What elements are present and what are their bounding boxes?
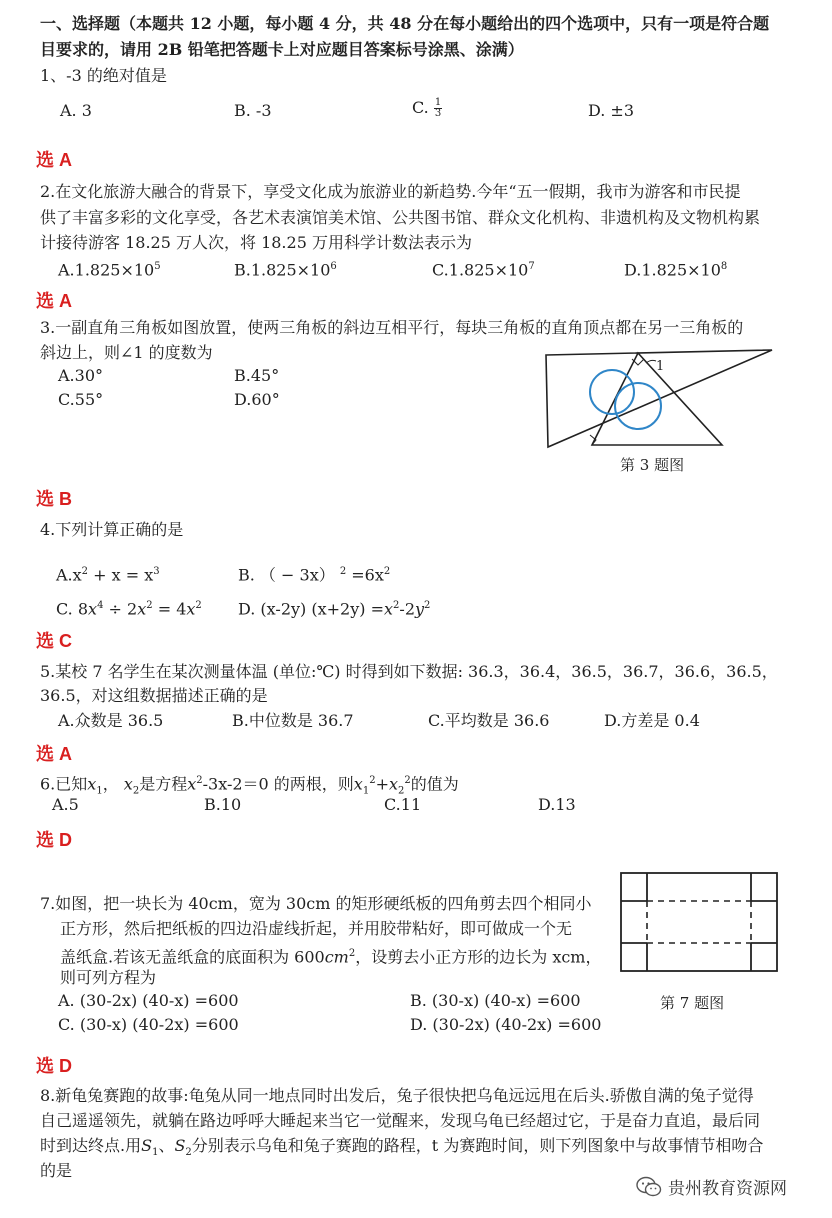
q4-option-d bbox=[238, 596, 430, 619]
text: = 4 bbox=[152, 599, 187, 619]
q7-option-a: A. (30-2x) (40-x) =600 bbox=[58, 991, 239, 1010]
variable: x bbox=[187, 774, 197, 794]
text: 分别表示乌龟和兔子赛跑的路程，t 为赛跑时间，则下列图象中与故事情节相吻合 bbox=[191, 1136, 764, 1155]
q2-d-base: D.1.825×10 bbox=[624, 260, 721, 280]
q4-answer: 选 C bbox=[36, 631, 72, 651]
q2-b-exponent: 6 bbox=[330, 261, 337, 272]
text: 、 bbox=[158, 1136, 175, 1155]
q7-line1: 7.如图，把一块长为 40cm，宽为 30cm 的矩形硬纸板的四角剪去四个相同小 bbox=[40, 894, 592, 913]
q5-option-c: C.平均数是 36.6 bbox=[428, 711, 550, 730]
q1-option-c bbox=[412, 98, 442, 119]
text: 的值为 bbox=[410, 774, 459, 794]
text: ÷ 2 bbox=[103, 599, 138, 619]
q2-a-base: A.1.825×10 bbox=[58, 260, 155, 280]
subscript: 2 bbox=[132, 785, 140, 797]
highlight-circle-left bbox=[590, 370, 634, 414]
angle-1-label: 1 bbox=[656, 359, 665, 374]
q2-line2: 供了丰富多彩的文化享受，各艺术表演馆美术馆、公共图书馆、群众文化机构、非遗机构及文物机构累 bbox=[40, 208, 761, 227]
q2-option-d bbox=[624, 257, 727, 280]
q2-option-a bbox=[58, 257, 161, 280]
text: A.x bbox=[56, 565, 82, 585]
text: D. (x-2y) (x+2y) = bbox=[238, 599, 384, 619]
q8-line4: 的是 bbox=[40, 1161, 73, 1180]
q1-option-c-prefix: C. bbox=[412, 98, 429, 117]
text: ， bbox=[102, 774, 124, 794]
exponent: 2 bbox=[424, 600, 431, 611]
text: 盖纸盒.若该无盖纸盒的底面积为 600 bbox=[60, 947, 325, 967]
q6-option-b: B.10 bbox=[204, 795, 242, 814]
exponent: 2 bbox=[383, 566, 391, 577]
variable: x bbox=[353, 774, 363, 794]
subscript: 1 bbox=[152, 1147, 159, 1159]
highlight-circle-right bbox=[615, 383, 661, 429]
wechat-icon bbox=[636, 1176, 662, 1198]
q7-cardboard-figure bbox=[618, 870, 780, 974]
text: =6x bbox=[346, 565, 384, 585]
q7-option-c: C. (30-x) (40-2x) =600 bbox=[58, 1015, 239, 1034]
q2-answer: 选 A bbox=[36, 291, 72, 311]
section-header-line2: 目要求的，请用 2B 铅笔把答题卡上对应题目答案标号涂黑、涂满） bbox=[40, 40, 524, 59]
fraction bbox=[434, 98, 442, 119]
q5-answer: 选 A bbox=[36, 744, 72, 764]
q2-d-exponent: 8 bbox=[720, 261, 728, 272]
variable: S bbox=[174, 1136, 186, 1155]
text: 是方程 bbox=[139, 774, 188, 794]
variable: x bbox=[388, 774, 399, 794]
q3-answer: 选 B bbox=[36, 489, 72, 509]
q4-option-c bbox=[56, 596, 202, 619]
q5-line1: 5.某校 7 名学生在某次测量体温 (单位:℃) 时得到如下数据: 36.3，36.4，36.5，36.7，36.6，36.5， bbox=[40, 662, 778, 681]
q7-figure-caption: 第 7 题图 bbox=[660, 994, 725, 1012]
text: ，设剪去小正方形的边长为 xcm， bbox=[355, 947, 602, 967]
text: B. （ − 3x） bbox=[238, 565, 340, 585]
exponent: 2 bbox=[196, 775, 203, 786]
watermark bbox=[636, 1174, 787, 1199]
q7-answer: 选 D bbox=[36, 1056, 72, 1076]
q7-line4: 则可列方程为 bbox=[60, 968, 157, 987]
q8-line1: 8.新龟兔赛跑的故事:龟兔从同一地点同时出发后，兔子很快把乌龟远远甩在后头.骄傲自满的兔子觉得 bbox=[40, 1086, 754, 1105]
q1-c-numerator: 1 bbox=[434, 97, 442, 108]
q2-option-b bbox=[234, 257, 337, 280]
q7-line2: 正方形，然后把纸板的四边沿虚线折起，并用胶带粘好，即可做成一个无 bbox=[60, 919, 573, 938]
q2-c-base: C.1.825×10 bbox=[432, 260, 529, 280]
q5-option-d: D.方差是 0.4 bbox=[604, 711, 700, 730]
q2-c-exponent: 7 bbox=[528, 261, 535, 272]
q6-option-c: C.11 bbox=[384, 795, 422, 814]
variable: x bbox=[186, 599, 196, 619]
watermark-text: 贵州教育资源网 bbox=[668, 1179, 787, 1199]
q6-option-a: A.5 bbox=[52, 795, 79, 814]
text: + bbox=[375, 774, 389, 794]
text: C. 8 bbox=[56, 599, 89, 619]
text: -3x-2＝0 的两根，则 bbox=[202, 774, 354, 794]
exponent: 2 bbox=[404, 775, 411, 786]
exponent: 2 bbox=[146, 600, 153, 611]
subscript: 1 bbox=[362, 785, 370, 797]
exponent: 2 bbox=[348, 948, 356, 959]
subscript: 2 bbox=[398, 785, 405, 797]
subscript: 1 bbox=[96, 785, 103, 797]
q6-option-d: D.13 bbox=[538, 795, 576, 814]
q8-line3 bbox=[40, 1136, 763, 1163]
q2-a-exponent: 5 bbox=[154, 261, 161, 272]
q1-answer: 选 A bbox=[36, 150, 72, 170]
variable: x bbox=[384, 599, 394, 619]
exponent: 2 bbox=[81, 566, 89, 577]
q2-option-c bbox=[432, 257, 535, 280]
q2-b-base: B.1.825×10 bbox=[234, 260, 331, 280]
exponent: 4 bbox=[97, 600, 104, 611]
cardboard-outline bbox=[621, 873, 777, 971]
text: 6.已知 bbox=[40, 774, 88, 794]
variable: x bbox=[123, 774, 133, 794]
q2-line1: 2.在文化旅游大融合的背景下，享受文化成为旅游业的新趋势.今年“五一假期，我市为游客和市民提 bbox=[40, 182, 741, 201]
q5-line2: 36.5，对这组数据描述正确的是 bbox=[40, 686, 268, 705]
variable: x bbox=[88, 599, 98, 619]
exponent: 2 bbox=[195, 600, 202, 611]
text: -2 bbox=[399, 599, 415, 619]
q3-figure-caption: 第 3 题图 bbox=[620, 456, 685, 474]
q8-line2: 自己遥遥领先，就躺在路边呼呼大睡起来当它一觉醒来，发现乌龟已经超过它，于是奋力直追，最后同 bbox=[40, 1111, 761, 1130]
variable: y bbox=[415, 599, 425, 619]
q2-line3: 计接待游客 18.25 万人次，将 18.25 万用科学计数法表示为 bbox=[40, 233, 472, 252]
q4-option-a bbox=[56, 562, 160, 585]
variable: x bbox=[137, 599, 147, 619]
q3-option-a: A.30° bbox=[58, 366, 103, 385]
q4-option-b bbox=[238, 562, 390, 585]
q4-stem: 4.下列计算正确的是 bbox=[40, 520, 184, 539]
unit: cm bbox=[324, 947, 349, 967]
q1-option-b: B. -3 bbox=[234, 101, 272, 120]
q3-option-c: C.55° bbox=[58, 390, 104, 409]
exponent: 3 bbox=[153, 566, 160, 577]
q3-line2: 斜边上，则∠1 的度数为 bbox=[40, 343, 213, 362]
q1-option-a: A. 3 bbox=[60, 101, 92, 120]
q7-line3 bbox=[60, 944, 601, 967]
exponent: 2 bbox=[393, 600, 400, 611]
exponent: 2 bbox=[339, 566, 347, 577]
subscript: 2 bbox=[185, 1147, 192, 1159]
text: + x = x bbox=[88, 565, 154, 585]
text: 时到达终点.用 bbox=[40, 1136, 142, 1155]
q3-triangles-figure bbox=[538, 340, 782, 458]
q7-option-d: D. (30-2x) (40-2x) =600 bbox=[410, 1015, 602, 1034]
q3-line1: 3.一副直角三角板如图放置，使两三角板的斜边互相平行，每块三角板的直角顶点都在另一三角板的 bbox=[40, 318, 744, 337]
exponent: 2 bbox=[369, 775, 376, 786]
q6-answer: 选 D bbox=[36, 830, 72, 850]
variable: S bbox=[141, 1136, 153, 1155]
q1-option-d: D. ±3 bbox=[588, 101, 635, 120]
q5-option-a: A.众数是 36.5 bbox=[58, 711, 164, 730]
section-header-line1: 一、选择题（本题共 12 小题，每小题 4 分，共 48 分在每小题给出的四个选项中，只有一项是符合题 bbox=[40, 14, 770, 33]
variable: x bbox=[87, 774, 97, 794]
q7-option-b: B. (30-x) (40-x) =600 bbox=[410, 991, 581, 1010]
q5-option-b: B.中位数是 36.7 bbox=[232, 711, 354, 730]
q3-option-b: B.45° bbox=[234, 366, 280, 385]
q1-stem: 1、-3 的绝对值是 bbox=[40, 66, 167, 85]
q3-option-d: D.60° bbox=[234, 390, 280, 409]
q1-c-denominator: 3 bbox=[434, 108, 442, 119]
